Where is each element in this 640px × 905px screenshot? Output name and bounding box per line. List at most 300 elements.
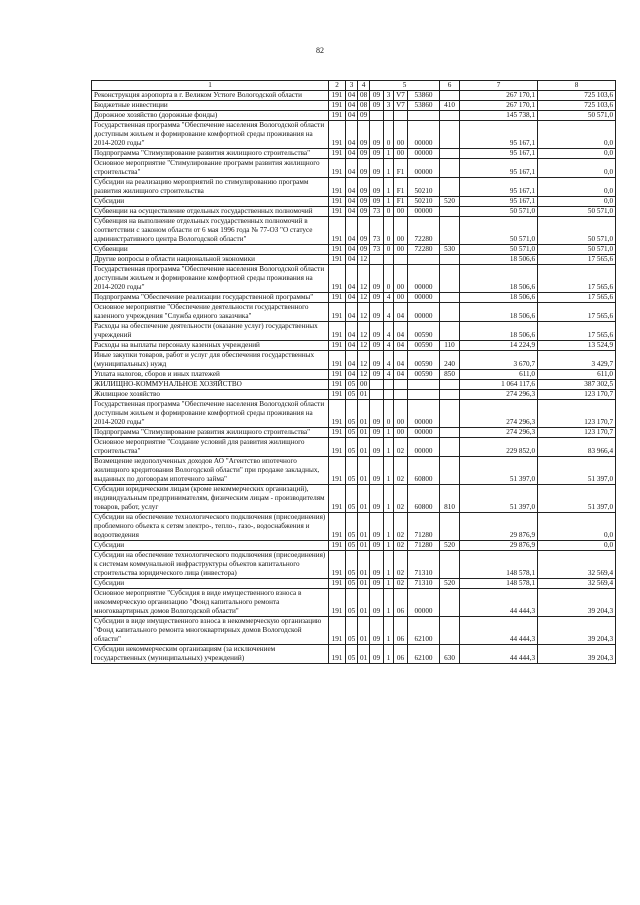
- row-program-code: 09: [370, 178, 384, 197]
- row-amount-year2: 51 397,0: [538, 485, 616, 513]
- row-amount-year1: 18 506,6: [460, 322, 538, 341]
- row-section-code: 05: [346, 645, 358, 664]
- row-section-code: 04: [346, 91, 358, 101]
- row-amount-year1: 274 296,3: [460, 428, 538, 438]
- table-row: [92, 265, 616, 293]
- row-activity-code: V7: [394, 91, 408, 101]
- row-amount-year1: 267 170,1: [460, 101, 538, 111]
- row-subprogram-code: [384, 380, 394, 390]
- row-ministry-code: 191: [329, 159, 346, 178]
- row-activity-code: 04: [394, 370, 408, 380]
- row-section-code: 04: [346, 217, 358, 245]
- row-expense-type: 240: [440, 351, 460, 370]
- row-amount-year2: 3 429,7: [538, 351, 616, 370]
- row-activity-code: 02: [394, 438, 408, 457]
- table-row: [92, 589, 616, 617]
- row-direction-code: 62100: [408, 645, 440, 664]
- row-name: Другие вопросы в области национальной экономики: [92, 255, 329, 265]
- row-section-code: 04: [346, 121, 358, 149]
- table-row: [92, 245, 616, 255]
- row-program-code: 09: [370, 197, 384, 207]
- row-name: Реконструкция аэропорта в г. Великом Устюге Вологодской области: [92, 91, 329, 101]
- row-program-code: 09: [370, 101, 384, 111]
- row-direction-code: [408, 255, 440, 265]
- row-subprogram-code: 4: [384, 341, 394, 351]
- row-direction-code: 00590: [408, 322, 440, 341]
- row-activity-code: 02: [394, 485, 408, 513]
- row-ministry-code: 191: [329, 178, 346, 197]
- row-ministry-code: 191: [329, 121, 346, 149]
- row-name: ЖИЛИЩНО-КОММУНАЛЬНОЕ ХОЗЯЙСТВО: [92, 380, 329, 390]
- row-amount-year2: 39 204,3: [538, 645, 616, 664]
- row-subsection-code: 09: [358, 111, 370, 121]
- table-row: [92, 303, 616, 322]
- row-expense-type: [440, 149, 460, 159]
- row-subsection-code: 09: [358, 197, 370, 207]
- row-program-code: [370, 380, 384, 390]
- row-direction-code: 00000: [408, 149, 440, 159]
- row-amount-year1: 18 506,6: [460, 265, 538, 293]
- row-activity-code: 00: [394, 217, 408, 245]
- row-subprogram-code: 1: [384, 645, 394, 664]
- row-program-code: 09: [370, 303, 384, 322]
- row-amount-year2: 123 170,7: [538, 400, 616, 428]
- row-activity-code: 00: [394, 207, 408, 217]
- row-ministry-code: 191: [329, 91, 346, 101]
- row-amount-year1: 148 578,1: [460, 579, 538, 589]
- row-activity-code: F1: [394, 159, 408, 178]
- row-amount-year2: 0,0: [538, 121, 616, 149]
- table-row: [92, 351, 616, 370]
- row-subsection-code: 01: [358, 428, 370, 438]
- row-ministry-code: 191: [329, 485, 346, 513]
- table-row: [92, 121, 616, 149]
- row-section-code: 05: [346, 428, 358, 438]
- row-amount-year1: 611,0: [460, 370, 538, 380]
- row-amount-year2: 17 565,6: [538, 265, 616, 293]
- row-activity-code: 04: [394, 341, 408, 351]
- row-amount-year1: 44 444,3: [460, 589, 538, 617]
- row-ministry-code: 191: [329, 293, 346, 303]
- row-subsection-code: 01: [358, 438, 370, 457]
- row-program-code: 09: [370, 438, 384, 457]
- row-program-code: 09: [370, 428, 384, 438]
- row-expense-type: [440, 380, 460, 390]
- row-program-code: 09: [370, 322, 384, 341]
- row-direction-code: 00590: [408, 370, 440, 380]
- row-amount-year2: 17 565,6: [538, 255, 616, 265]
- row-section-code: 05: [346, 400, 358, 428]
- row-direction-code: 71310: [408, 579, 440, 589]
- row-activity-code: 04: [394, 322, 408, 341]
- row-amount-year2: 0,0: [538, 149, 616, 159]
- row-program-code: 09: [370, 541, 384, 551]
- row-program-code: 09: [370, 293, 384, 303]
- table-row: [92, 217, 616, 245]
- row-activity-code: 02: [394, 579, 408, 589]
- row-direction-code: [408, 380, 440, 390]
- row-direction-code: 62100: [408, 617, 440, 645]
- table-row: [92, 293, 616, 303]
- header-row: [92, 81, 616, 91]
- row-subsection-code: 01: [358, 457, 370, 485]
- row-amount-year1: 18 506,6: [460, 303, 538, 322]
- row-section-code: 04: [346, 207, 358, 217]
- row-program-code: 09: [370, 457, 384, 485]
- row-direction-code: 00000: [408, 293, 440, 303]
- row-name: Расходы на выплаты персоналу казенных учреждений: [92, 341, 329, 351]
- row-activity-code: 02: [394, 541, 408, 551]
- table-row: [92, 513, 616, 541]
- header-cell: 8: [538, 81, 616, 91]
- row-amount-year1: 51 397,0: [460, 485, 538, 513]
- row-ministry-code: 191: [329, 149, 346, 159]
- row-amount-year2: 17 565,6: [538, 293, 616, 303]
- row-amount-year2: 0,0: [538, 513, 616, 541]
- row-program-code: 09: [370, 265, 384, 293]
- row-subsection-code: 08: [358, 101, 370, 111]
- table-row: [92, 485, 616, 513]
- row-program-code: 09: [370, 551, 384, 579]
- table-row: [92, 438, 616, 457]
- page-number: 82: [316, 46, 324, 55]
- row-expense-type: [440, 428, 460, 438]
- row-ministry-code: 191: [329, 255, 346, 265]
- row-program-code: 09: [370, 617, 384, 645]
- row-amount-year1: 274 296,3: [460, 400, 538, 428]
- budget-table: [91, 80, 616, 664]
- row-expense-type: 520: [440, 541, 460, 551]
- row-name: Субсидии: [92, 579, 329, 589]
- row-direction-code: 00000: [408, 428, 440, 438]
- row-amount-year1: 229 852,0: [460, 438, 538, 457]
- row-direction-code: 50210: [408, 197, 440, 207]
- row-subprogram-code: 0: [384, 265, 394, 293]
- row-section-code: 05: [346, 485, 358, 513]
- row-section-code: 05: [346, 551, 358, 579]
- row-program-code: 09: [370, 121, 384, 149]
- row-expense-type: [440, 322, 460, 341]
- row-direction-code: 72280: [408, 217, 440, 245]
- row-subprogram-code: [384, 390, 394, 400]
- row-subsection-code: 12: [358, 322, 370, 341]
- row-subprogram-code: 1: [384, 589, 394, 617]
- row-amount-year1: 274 296,3: [460, 390, 538, 400]
- row-section-code: 04: [346, 159, 358, 178]
- row-program-code: 73: [370, 217, 384, 245]
- row-expense-type: [440, 617, 460, 645]
- row-expense-type: 410: [440, 101, 460, 111]
- row-direction-code: 53860: [408, 101, 440, 111]
- row-activity-code: 00: [394, 149, 408, 159]
- row-direction-code: 00000: [408, 207, 440, 217]
- row-expense-type: [440, 438, 460, 457]
- row-activity-code: 02: [394, 513, 408, 541]
- table-row: [92, 579, 616, 589]
- table-row: [92, 197, 616, 207]
- row-ministry-code: 191: [329, 400, 346, 428]
- row-section-code: 05: [346, 380, 358, 390]
- row-amount-year1: 267 170,1: [460, 91, 538, 101]
- row-amount-year2: 123 170,7: [538, 390, 616, 400]
- row-expense-type: [440, 457, 460, 485]
- row-name: Возмещение недополученных доходов АО "Агентство ипотечного жилищного кредитования Вологодской области" при продаже закладных, выданных по договорам ипотечного займа": [92, 457, 329, 485]
- row-subprogram-code: 1: [384, 579, 394, 589]
- row-program-code: 09: [370, 400, 384, 428]
- row-subprogram-code: 0: [384, 207, 394, 217]
- row-amount-year2: 0,0: [538, 197, 616, 207]
- row-subprogram-code: 1: [384, 485, 394, 513]
- row-expense-type: [440, 159, 460, 178]
- row-subsection-code: 09: [358, 245, 370, 255]
- row-direction-code: [408, 111, 440, 121]
- row-name: Основное мероприятие "Создание условий для развития жилищного строительства": [92, 438, 329, 457]
- row-amount-year2: 39 204,3: [538, 617, 616, 645]
- row-expense-type: [440, 390, 460, 400]
- row-amount-year1: 145 738,1: [460, 111, 538, 121]
- table-row: [92, 551, 616, 579]
- table-row: [92, 380, 616, 390]
- row-amount-year1: 148 578,1: [460, 551, 538, 579]
- row-direction-code: 00000: [408, 121, 440, 149]
- row-name: Государственная программа "Обеспечение населения Вологодской области доступным жильем и формирование комфортной среды проживания на 2014-2020 годы": [92, 265, 329, 293]
- row-name: Основное мероприятие "Стимулирование программ развития жилищного строительства": [92, 159, 329, 178]
- row-activity-code: 00: [394, 293, 408, 303]
- row-activity-code: 04: [394, 303, 408, 322]
- row-name: Дорожное хозяйство (дорожные фонды): [92, 111, 329, 121]
- row-expense-type: [440, 178, 460, 197]
- row-program-code: 09: [370, 91, 384, 101]
- row-subsection-code: 09: [358, 121, 370, 149]
- row-activity-code: 02: [394, 457, 408, 485]
- row-name: Государственная программа "Обеспечение населения Вологодской области доступным жильем и формирование комфортной среды проживания на 2014-2020 годы": [92, 400, 329, 428]
- table-row: [92, 101, 616, 111]
- row-subsection-code: 12: [358, 370, 370, 380]
- row-program-code: 09: [370, 159, 384, 178]
- row-ministry-code: 191: [329, 245, 346, 255]
- row-subprogram-code: 0: [384, 121, 394, 149]
- row-subsection-code: 01: [358, 551, 370, 579]
- row-name: Субсидии некоммерческим организациям (за исключением государственных (муниципальных) учреждений): [92, 645, 329, 664]
- row-subprogram-code: 1: [384, 178, 394, 197]
- row-subsection-code: 09: [358, 178, 370, 197]
- row-expense-type: 520: [440, 197, 460, 207]
- row-name: Расходы на обеспечение деятельности (оказание услуг) государственных учреждений: [92, 322, 329, 341]
- row-section-code: 04: [346, 370, 358, 380]
- row-direction-code: 00000: [408, 400, 440, 428]
- row-program-code: 09: [370, 370, 384, 380]
- row-direction-code: 71280: [408, 541, 440, 551]
- row-program-code: 09: [370, 351, 384, 370]
- row-amount-year2: 0,0: [538, 541, 616, 551]
- table-row: [92, 400, 616, 428]
- row-activity-code: F1: [394, 197, 408, 207]
- row-section-code: 04: [346, 197, 358, 207]
- row-ministry-code: 191: [329, 341, 346, 351]
- row-expense-type: [440, 255, 460, 265]
- row-subsection-code: 00: [358, 380, 370, 390]
- row-ministry-code: 191: [329, 111, 346, 121]
- row-direction-code: 72280: [408, 245, 440, 255]
- row-amount-year2: 17 565,6: [538, 303, 616, 322]
- row-ministry-code: 191: [329, 207, 346, 217]
- row-expense-type: 530: [440, 245, 460, 255]
- row-program-code: [370, 390, 384, 400]
- row-amount-year1: 95 167,1: [460, 178, 538, 197]
- row-ministry-code: 191: [329, 197, 346, 207]
- row-subsection-code: 12: [358, 303, 370, 322]
- table-row: [92, 322, 616, 341]
- row-ministry-code: 191: [329, 617, 346, 645]
- row-expense-type: [440, 111, 460, 121]
- header-cell: 6: [440, 81, 460, 91]
- row-name: Субвенции на осуществление отдельных государственных полномочий: [92, 207, 329, 217]
- row-expense-type: [440, 589, 460, 617]
- table-row: [92, 255, 616, 265]
- row-name: Бюджетные инвестиции: [92, 101, 329, 111]
- row-subprogram-code: 4: [384, 351, 394, 370]
- row-expense-type: [440, 217, 460, 245]
- row-amount-year1: 3 670,7: [460, 351, 538, 370]
- row-subprogram-code: 1: [384, 149, 394, 159]
- row-ministry-code: 191: [329, 428, 346, 438]
- row-subsection-code: 12: [358, 341, 370, 351]
- table-row: [92, 178, 616, 197]
- row-section-code: 05: [346, 541, 358, 551]
- row-direction-code: 00000: [408, 303, 440, 322]
- row-ministry-code: 191: [329, 101, 346, 111]
- row-activity-code: 00: [394, 245, 408, 255]
- row-subsection-code: 01: [358, 541, 370, 551]
- row-amount-year1: 95 167,1: [460, 197, 538, 207]
- row-direction-code: [408, 390, 440, 400]
- row-activity-code: 00: [394, 121, 408, 149]
- row-amount-year2: 0,0: [538, 159, 616, 178]
- row-name: Подпрограмма "Обеспечение реализации государственной программы": [92, 293, 329, 303]
- row-subsection-code: 01: [358, 645, 370, 664]
- row-section-code: 04: [346, 322, 358, 341]
- table-row: [92, 159, 616, 178]
- row-subsection-code: 01: [358, 513, 370, 541]
- row-ministry-code: 191: [329, 380, 346, 390]
- row-subsection-code: 08: [358, 91, 370, 101]
- row-program-code: [370, 255, 384, 265]
- row-ministry-code: 191: [329, 457, 346, 485]
- row-subprogram-code: [384, 255, 394, 265]
- row-ministry-code: 191: [329, 645, 346, 664]
- row-amount-year1: 1 064 117,6: [460, 380, 538, 390]
- table-row: [92, 341, 616, 351]
- row-section-code: 05: [346, 589, 358, 617]
- row-amount-year2: 51 397,0: [538, 457, 616, 485]
- row-subsection-code: 01: [358, 390, 370, 400]
- row-name: Субсидии на обеспечение технологического подключения (присоединения) к системам коммунальной инфраструктуры объектов капитального строительства юридического лица (инвестора): [92, 551, 329, 579]
- row-subprogram-code: 4: [384, 370, 394, 380]
- row-expense-type: [440, 400, 460, 428]
- header-cell: 5: [370, 81, 440, 91]
- row-expense-type: [440, 293, 460, 303]
- row-name: Субсидии в виде имущественного взноса в некоммерческую организацию "Фонд капитального ремонта многоквартирных домов Вологодской области": [92, 617, 329, 645]
- row-amount-year1: 44 444,3: [460, 617, 538, 645]
- row-expense-type: 520: [440, 579, 460, 589]
- row-activity-code: 06: [394, 645, 408, 664]
- row-section-code: 05: [346, 438, 358, 457]
- row-amount-year2: 123 170,7: [538, 428, 616, 438]
- row-name: Подпрограмма "Стимулирование развития жилищного строительства": [92, 428, 329, 438]
- table-row: [92, 645, 616, 664]
- row-name: Основное мероприятие "Субсидия в виде имущественного взноса в некоммерческую организацию "Фонд капитального ремонта многоквартирных домов Вологодской области": [92, 589, 329, 617]
- row-subprogram-code: 1: [384, 551, 394, 579]
- row-expense-type: [440, 207, 460, 217]
- row-name: Подпрограмма "Стимулирование развития жилищного строительства": [92, 149, 329, 159]
- row-program-code: 09: [370, 579, 384, 589]
- row-subprogram-code: 1: [384, 428, 394, 438]
- row-name: Субвенция на выполнение отдельных государственных полномочий в соответствии с законом области от 6 мая 1996 года № 77-ОЗ "О статусе административного центра Вологодской области": [92, 217, 329, 245]
- row-subprogram-code: [384, 111, 394, 121]
- row-direction-code: 00000: [408, 589, 440, 617]
- row-name: Основное мероприятие "Обеспечение деятельности государственного казенного учреждения "Служба единого заказчика": [92, 303, 329, 322]
- row-activity-code: 06: [394, 617, 408, 645]
- row-activity-code: [394, 255, 408, 265]
- row-activity-code: V7: [394, 101, 408, 111]
- row-ministry-code: 191: [329, 551, 346, 579]
- row-activity-code: 00: [394, 400, 408, 428]
- row-subprogram-code: 1: [384, 197, 394, 207]
- row-program-code: 09: [370, 513, 384, 541]
- row-subsection-code: 12: [358, 293, 370, 303]
- row-ministry-code: 191: [329, 589, 346, 617]
- row-subsection-code: 09: [358, 159, 370, 178]
- row-direction-code: 60800: [408, 457, 440, 485]
- row-activity-code: 00: [394, 265, 408, 293]
- row-amount-year2: 50 571,0: [538, 217, 616, 245]
- row-activity-code: 06: [394, 589, 408, 617]
- table-body: [92, 91, 616, 664]
- row-subsection-code: 09: [358, 149, 370, 159]
- row-subsection-code: 01: [358, 617, 370, 645]
- row-expense-type: [440, 265, 460, 293]
- row-subprogram-code: 1: [384, 438, 394, 457]
- row-subsection-code: 12: [358, 351, 370, 370]
- header-cell: 3: [346, 81, 358, 91]
- row-amount-year1: 51 397,0: [460, 457, 538, 485]
- row-amount-year2: 32 569,4: [538, 579, 616, 589]
- row-expense-type: [440, 91, 460, 101]
- row-subprogram-code: 1: [384, 617, 394, 645]
- row-section-code: 04: [346, 111, 358, 121]
- table-row: [92, 541, 616, 551]
- row-subsection-code: 01: [358, 579, 370, 589]
- row-direction-code: 50210: [408, 178, 440, 197]
- row-direction-code: 53860: [408, 91, 440, 101]
- row-ministry-code: 191: [329, 541, 346, 551]
- row-amount-year1: 29 876,9: [460, 541, 538, 551]
- row-amount-year2: 387 302,5: [538, 380, 616, 390]
- row-amount-year2: 725 103,6: [538, 91, 616, 101]
- row-activity-code: [394, 380, 408, 390]
- row-amount-year2: 50 571,0: [538, 111, 616, 121]
- row-expense-type: 630: [440, 645, 460, 664]
- row-direction-code: 00590: [408, 341, 440, 351]
- row-expense-type: [440, 303, 460, 322]
- row-amount-year1: 95 167,1: [460, 159, 538, 178]
- row-amount-year1: 18 506,6: [460, 293, 538, 303]
- row-amount-year1: 50 571,0: [460, 207, 538, 217]
- row-section-code: 04: [346, 265, 358, 293]
- row-ministry-code: 191: [329, 370, 346, 380]
- row-program-code: 73: [370, 245, 384, 255]
- row-amount-year1: 18 506,6: [460, 255, 538, 265]
